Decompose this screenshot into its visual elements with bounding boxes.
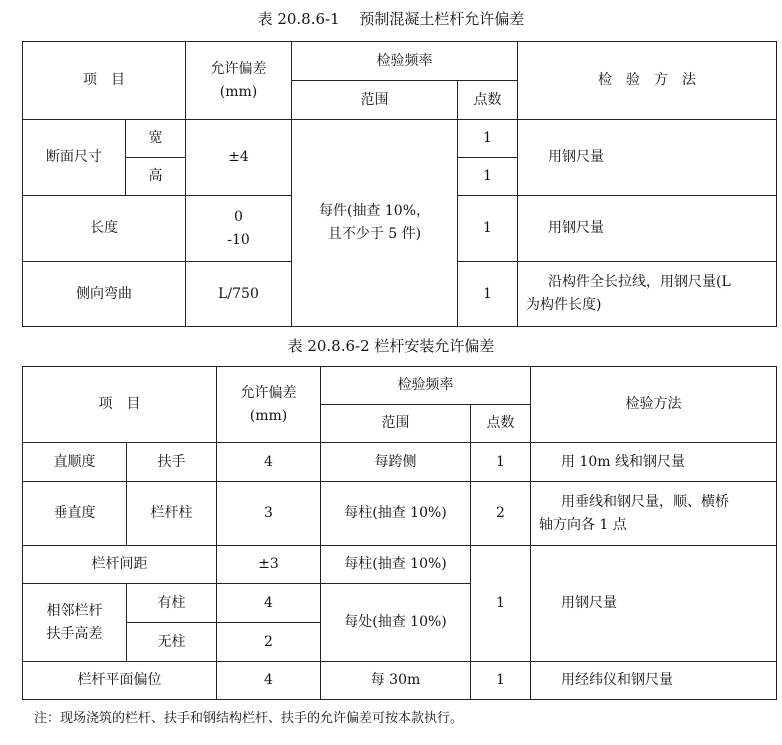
t2-with-post-tolerance: 4 bbox=[217, 584, 321, 623]
t1-bending-points: 1 bbox=[458, 262, 518, 327]
t1-range bbox=[292, 120, 458, 327]
t1-section-method: 用钢尺量 bbox=[518, 120, 777, 196]
t2-header-tolerance bbox=[217, 367, 321, 443]
t2-spacing-tolerance: ±3 bbox=[217, 546, 321, 584]
footnote: 注：现场浇筑的栏杆、扶手和钢结构栏杆、扶手的允许偏差可按本款执行。 bbox=[34, 711, 464, 726]
table2 bbox=[22, 366, 777, 700]
t1-header-method: 检 验 方 法 bbox=[518, 42, 777, 120]
t1-header-points: 点数 bbox=[458, 81, 518, 120]
t2-verticality: 垂直度 bbox=[23, 482, 127, 546]
t1-length-tol-line2: -10 bbox=[227, 231, 250, 248]
t1-height-points: 1 bbox=[458, 158, 518, 196]
t2-spacing: 栏杆间距 bbox=[23, 546, 217, 584]
t1-bending: 侧向弯曲 bbox=[23, 262, 186, 327]
t2-verticality-points: 2 bbox=[471, 482, 531, 546]
t2-straightness-points: 1 bbox=[471, 443, 531, 482]
t2-verticality-method-line1: 用垂线和钢尺量，顺、横桥 bbox=[561, 493, 729, 510]
table1-title: 表 20.8.6-1 预制混凝土栏杆允许偏差 bbox=[257, 10, 525, 28]
t1-bending-tolerance: L/750 bbox=[186, 262, 292, 327]
t2-header-range: 范围 bbox=[321, 405, 471, 443]
t1-range-line2: 且不少于 5 件) bbox=[327, 226, 422, 242]
t1-bending-method-line2: 为构件长度) bbox=[526, 297, 602, 313]
t2-with-post: 有柱 bbox=[127, 584, 217, 623]
t1-range-line1: 每件(抽查 10%， bbox=[318, 203, 431, 219]
t2-merged-points: 1 bbox=[471, 546, 531, 662]
t1-length-tolerance bbox=[186, 196, 292, 262]
t2-without-post: 无柱 bbox=[127, 623, 217, 662]
t2-post: 栏杆柱 bbox=[127, 482, 217, 546]
t2-adjacent-line2: 扶手高差 bbox=[46, 625, 103, 642]
t1-section-size: 断面尺寸 bbox=[23, 120, 126, 196]
t1-height: 高 bbox=[126, 158, 186, 196]
t2-header-frequency: 检验频率 bbox=[321, 367, 531, 405]
t1-length-method: 用钢尺量 bbox=[518, 196, 777, 262]
t2-without-post-tolerance: 2 bbox=[217, 623, 321, 662]
t2-straightness: 直顺度 bbox=[23, 443, 127, 482]
t2-plane-range: 每 30m bbox=[321, 662, 471, 700]
t1-width: 宽 bbox=[126, 120, 186, 158]
t2-handrail: 扶手 bbox=[127, 443, 217, 482]
t2-header-item: 项 目 bbox=[23, 367, 217, 443]
table2-title: 表 20.8.6-2 栏杆安装允许偏差 bbox=[287, 337, 495, 355]
t2-header-tolerance-line2: (mm) bbox=[249, 407, 288, 424]
t1-bending-method bbox=[518, 262, 777, 327]
t1-header-range: 范围 bbox=[292, 81, 458, 120]
t2-verticality-method bbox=[531, 482, 777, 546]
table1 bbox=[22, 41, 777, 327]
t2-verticality-method-line2: 轴方向各 1 点 bbox=[539, 516, 627, 533]
t2-verticality-tolerance: 3 bbox=[217, 482, 321, 546]
t1-bending-method-line1: 沿构件全长拉线，用钢尺量(L bbox=[548, 274, 731, 290]
t2-verticality-range: 每柱(抽查 10%) bbox=[321, 482, 471, 546]
t1-length-points: 1 bbox=[458, 196, 518, 262]
t1-header-tolerance-line2: (mm) bbox=[219, 83, 258, 100]
t1-header-frequency: 检验频率 bbox=[292, 42, 518, 81]
t2-spacing-range: 每柱(抽查 10%) bbox=[321, 546, 471, 584]
t1-section-tolerance: ±4 bbox=[186, 120, 292, 196]
t1-header-tolerance bbox=[186, 42, 292, 120]
t2-plane-tolerance: 4 bbox=[217, 662, 321, 700]
t2-header-tolerance-line1: 允许偏差 bbox=[240, 384, 297, 401]
t1-header-item: 项 目 bbox=[23, 42, 186, 120]
t1-width-points: 1 bbox=[458, 120, 518, 158]
t2-plane-method: 用经纬仪和钢尺量 bbox=[531, 662, 777, 700]
t2-plane: 栏杆平面偏位 bbox=[23, 662, 217, 700]
t2-straightness-range: 每跨侧 bbox=[321, 443, 471, 482]
t2-adjacent-range: 每处(抽查 10%) bbox=[321, 584, 471, 662]
t2-merged-method: 用钢尺量 bbox=[531, 546, 777, 662]
t2-adjacent bbox=[23, 584, 127, 662]
t2-adjacent-line1: 相邻栏杆 bbox=[46, 602, 103, 619]
t2-straightness-tolerance: 4 bbox=[217, 443, 321, 482]
t2-header-method: 检验方法 bbox=[531, 367, 777, 443]
t2-straightness-method: 用 10m 线和钢尺量 bbox=[531, 443, 777, 482]
t1-header-tolerance-line1: 允许偏差 bbox=[210, 60, 267, 77]
t1-length: 长度 bbox=[23, 196, 186, 262]
t1-length-tol-line1: 0 bbox=[234, 208, 243, 225]
t2-header-points: 点数 bbox=[471, 405, 531, 443]
t2-plane-points: 1 bbox=[471, 662, 531, 700]
